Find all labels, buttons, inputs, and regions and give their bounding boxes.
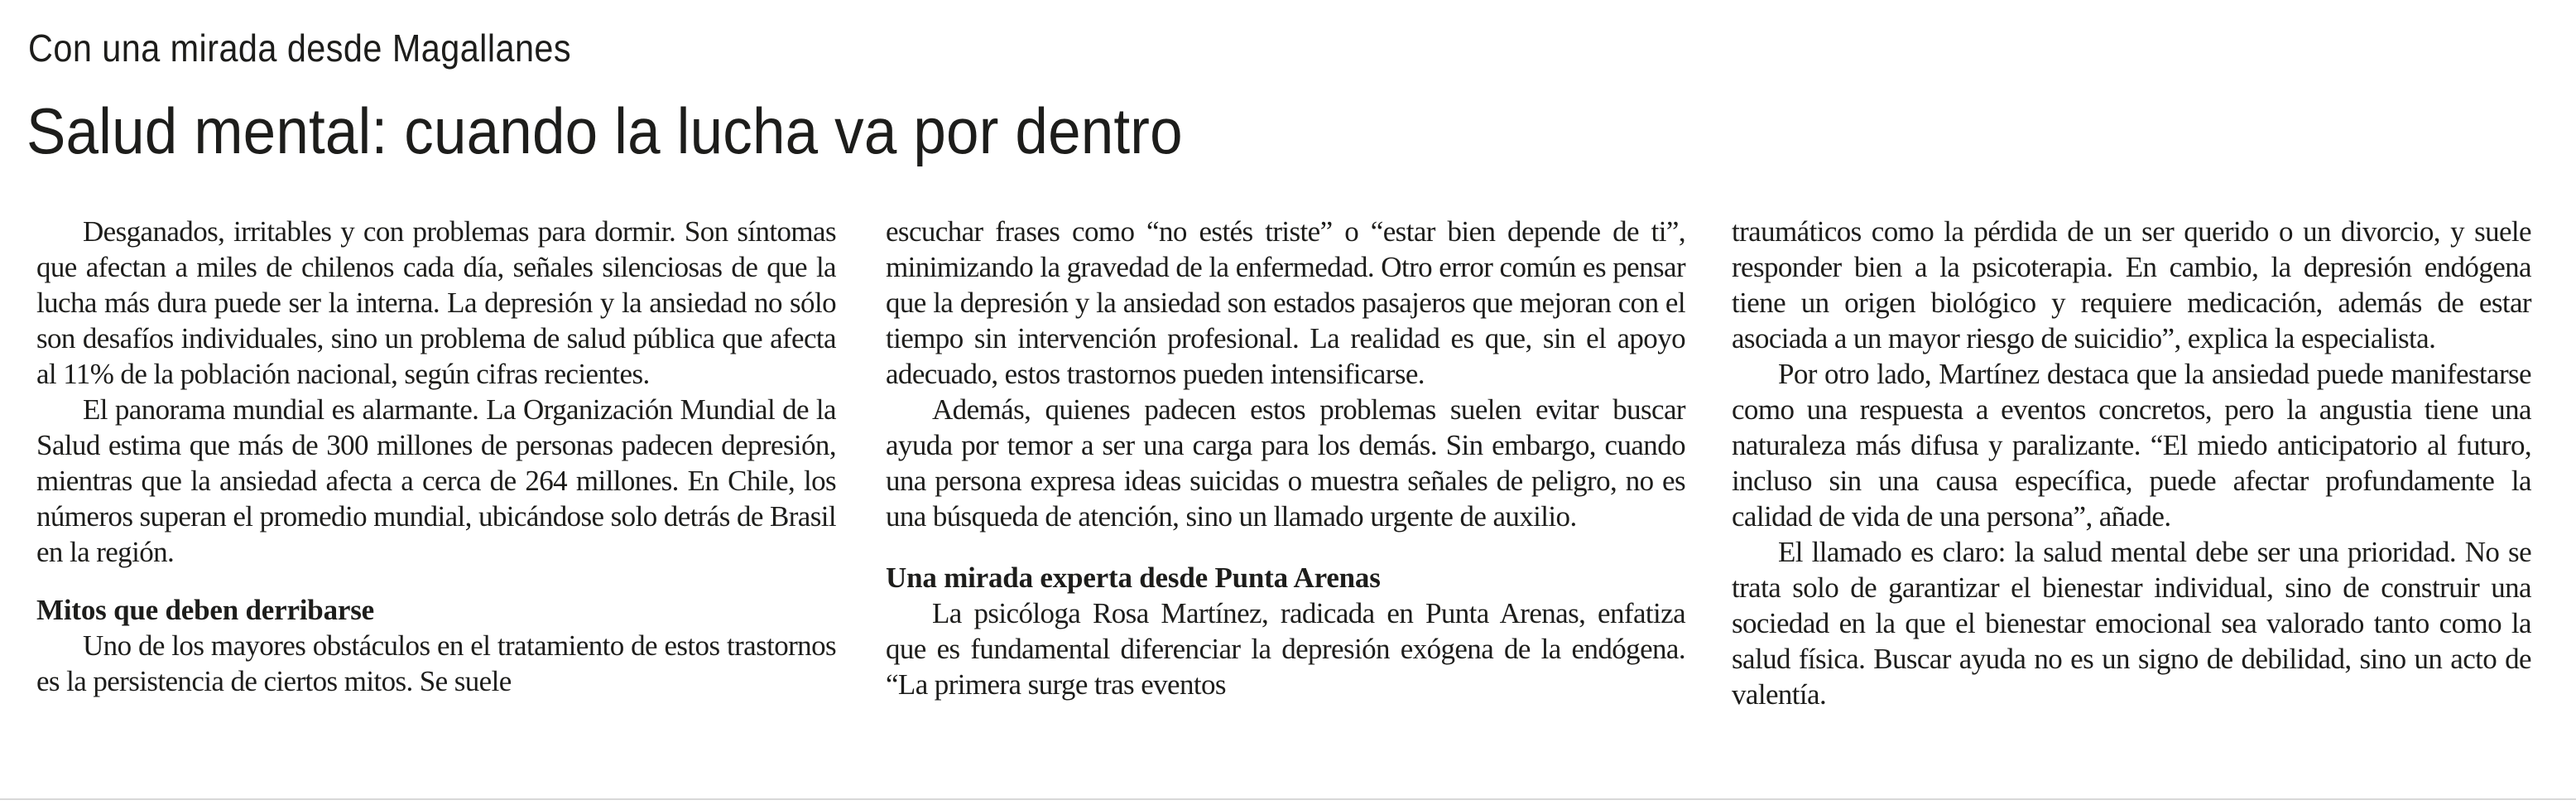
article-kicker: Con una mirada desde Magallanes [28,27,572,70]
bottom-divider [0,798,2576,800]
article-column-2 [886,214,1685,702]
section-subhead-mitos: Mitos que deben derribarse [36,594,374,626]
body-paragraph: Además, quienes padecen estos problemas suelen evitar buscar ayuda por temor a ser una carga para los demás. Sin embargo, cuando una persona expresa ideas suicidas o muestra señales de peligro, no es una búsqueda de atención, sino un llamado urgente de auxilio. [886,393,1685,533]
body-paragraph: Por otro lado, Martínez destaca que la ansiedad puede manifestarse como una respuesta a eventos concretos, pero la angustia tiene una naturaleza más difusa y paralizante. “El miedo anticipatorio al futuro, incluso sin una causa específica, puede afectar profundamente la calidad de vida de una persona”, añade. [1732,358,2531,533]
body-paragraph: La psicóloga Rosa Martínez, radicada en Punta Arenas, enfatiza que es fundamental diferenciar la depresión exógena de la endógena. “La primera surge tras eventos [886,597,1685,701]
article-column-3 [1732,214,2531,712]
body-paragraph-continued: traumáticos como la pérdida de un ser querido o un divorcio, y suele responder bien a la psicoterapia. En cambio, la depresión endógena tiene un origen biológico y requiere medicación, además de estar asociada a un mayor riesgo de suicidio”, explica la especialista. [1732,215,2531,354]
body-paragraph: El panorama mundial es alarmante. La Organización Mundial de la Salud estima que más de 300 millones de personas padecen depresión, mientras que la ansiedad afecta a cerca de 264 millones. En Chile, los números superan el promedio mundial, ubicándose solo detrás de Brasil en la región. [36,393,836,568]
body-paragraph: Desganados, irritables y con problemas para dormir. Son síntomas que afectan a miles de chilenos cada día, señales silenciosas de que la lucha más dura puede ser la interna. La depresión y la ansiedad no sólo son desafíos individuales, sino un problema de salud pública que afecta al 11% de la población nacional, según cifras recientes. [36,215,836,390]
article-column-1 [36,214,836,699]
article-headline: Salud mental: cuando la lucha va por dentro [26,94,1183,167]
body-paragraph-continued: escuchar frases como “no estés triste” o “estar bien depende de ti”, minimizando la gravedad de la enfermedad. Otro error común es pensar que la depresión y la ansiedad son estados pasajeros que mejoran con el tiempo sin intervención profesional. La realidad es que, sin el apoyo adecuado, estos trastornos pueden intensificarse. [886,215,1685,390]
body-paragraph: El llamado es claro: la salud mental debe ser una prioridad. No se trata solo de garantizar el bienestar individual, sino de construir una sociedad en la que el bienestar emocional sea valorado tanto como la salud física. Buscar ayuda no es un signo de debilidad, sino un acto de valentía. [1732,536,2531,711]
body-paragraph: Uno de los mayores obstáculos en el tratamiento de estos trastornos es la persistencia de ciertos mitos. Se suele [36,629,836,697]
section-subhead-punta-arenas: Una mirada experta desde Punta Arenas [886,562,1381,594]
